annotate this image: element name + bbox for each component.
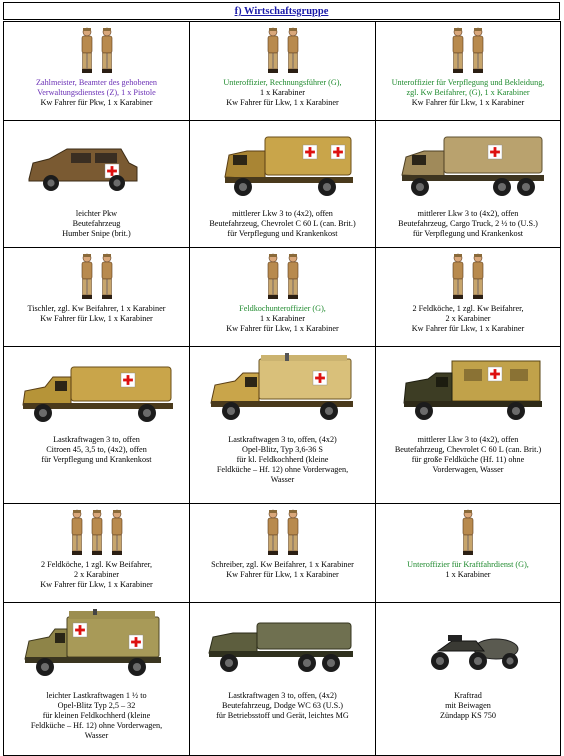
cell-caption	[380, 560, 556, 580]
caption-line: leichter Pkw	[75, 209, 118, 218]
caption-line: Beutefahrzeug	[72, 219, 121, 228]
caption-line: Tischler, zgl. Kw Beifahrer, 1 x Karabiner	[27, 304, 166, 313]
cell-caption	[8, 78, 185, 108]
table-row	[4, 248, 561, 347]
table-row	[4, 603, 561, 756]
caption-line: 1 x Karabiner	[259, 314, 305, 323]
vehicle-figure	[376, 127, 560, 199]
cell-caption	[380, 304, 556, 334]
cell-caption	[380, 78, 556, 108]
table-cell	[376, 248, 561, 347]
caption-line: 1 x Karabiner	[445, 570, 491, 579]
soldier-icon	[92, 510, 102, 555]
caption-line: für Verpflegung und Krankenkost	[412, 229, 524, 238]
cell-caption	[194, 691, 371, 721]
caption-line: für Verpflegung und Krankenkost	[41, 455, 152, 464]
personnel-figures	[190, 508, 375, 558]
cell-caption	[194, 435, 371, 485]
soldier-icon	[288, 254, 298, 299]
caption-line: Kw Fahrer für Lkw, 1 x Karabiner	[411, 324, 525, 333]
table-cell	[190, 504, 376, 603]
caption-line: für Betriebsstoff und Gerät, leichtes MG	[216, 711, 349, 720]
table-cell	[190, 121, 376, 248]
wheel-icon	[431, 652, 449, 670]
wheel-icon	[138, 404, 156, 422]
caption-line: Schreiber, zgl. Kw Beifahrer, 1 x Karabiner	[211, 560, 354, 569]
caption-line: mittlerer Lkw 3 to (4x2), offen	[417, 209, 519, 218]
wheel-icon	[318, 178, 336, 196]
soldier-icon	[112, 510, 122, 555]
cell-caption	[380, 435, 556, 475]
caption-line: Citroen 45, 3,5 to, (4x2), offen	[46, 445, 147, 454]
dodge-vehicle-illustration	[195, 609, 371, 681]
truck-canvas-vehicle-illustration	[195, 127, 371, 199]
personnel-figures	[376, 508, 560, 558]
personnel-figures	[190, 26, 375, 76]
soldier-icon	[82, 254, 92, 299]
caption-line: Beutefahrzeug, Chevrolet C 60 L (can. Brit.)	[209, 219, 356, 228]
caption-line: für kleinen Feldkochherd (kleine	[42, 711, 151, 720]
wheel-icon	[507, 402, 525, 420]
caption-line: für kl. Feldkochherd (kleine	[236, 455, 329, 464]
caption-line: Humber Snipe (brit.)	[62, 229, 131, 238]
red-cross-icon	[331, 145, 345, 159]
table-row	[4, 121, 561, 248]
soldier-icon	[453, 254, 463, 299]
soldier-icon	[473, 254, 483, 299]
personnel-figures	[4, 508, 189, 558]
truck-canvas-3axle-vehicle-illustration	[380, 127, 556, 199]
truck-canvas-long-vehicle-illustration	[9, 353, 185, 425]
caption-line: Kw Fahrer für Lkw, 1 x Karabiner	[40, 314, 153, 323]
soldier-figures	[264, 508, 302, 558]
wheel-icon	[220, 654, 238, 672]
table-cell	[376, 603, 561, 756]
caption-line: Unteroffizier für Verpflegung und Bekleidung,	[391, 78, 545, 87]
wheel-icon	[128, 658, 146, 676]
soldier-figures	[264, 26, 302, 76]
wheel-icon	[411, 178, 429, 196]
red-cross-icon	[488, 367, 502, 381]
wheel-icon	[469, 652, 487, 670]
table-row	[4, 504, 561, 603]
caption-line: Opel-Blitz Typ 2,5 – 32	[57, 701, 136, 710]
caption-line: Feldküche – Hf. 12) ohne Vorderwagen,	[30, 721, 163, 730]
table-cell	[376, 347, 561, 504]
cell-caption	[194, 304, 371, 334]
table-cell	[4, 22, 190, 121]
caption-line: Feldküche – Hf. 12) ohne Vorderwagen,	[216, 465, 349, 474]
caption-line: Beutefahrzeug, Cargo Truck, 2 ½ to (U.S.)	[398, 219, 538, 228]
caption-line: 2 Feldköche, 1 zgl. Kw Beifahrer,	[412, 304, 524, 313]
caption-line: Kw Fahrer für Lkw, 1 x Karabiner	[226, 570, 339, 579]
cell-caption	[8, 209, 185, 239]
wheel-icon	[493, 178, 511, 196]
vehicle-figure	[4, 127, 189, 199]
caption-line: Wasser	[270, 475, 295, 484]
table-row	[4, 22, 561, 121]
caption-line: Zündapp KS 750	[440, 711, 496, 720]
cell-caption	[194, 209, 371, 239]
wheel-icon	[502, 653, 518, 669]
caption-line: 2 Feldköche, 1 zgl. Kw Beifahrer,	[40, 560, 153, 569]
caption-line: 1 x Karabiner	[259, 88, 305, 97]
wheel-icon	[234, 178, 252, 196]
caption-line: leichter Lastkraftwagen 1 ½ to	[46, 691, 147, 700]
caption-line: Unteroffizier, Rechnungsführer (G),	[223, 78, 342, 87]
soldier-icon	[102, 254, 112, 299]
cell-caption	[8, 435, 185, 465]
red-cross-icon	[303, 145, 317, 159]
table-cell	[190, 248, 376, 347]
caption-line: Opel-Blitz, Typ 3,6-36 S	[242, 445, 323, 454]
cell-caption	[194, 560, 371, 580]
red-cross-icon	[313, 371, 327, 385]
soldier-icon	[82, 28, 92, 73]
table-cell	[4, 504, 190, 603]
wheel-icon	[320, 402, 338, 420]
red-cross-icon	[129, 635, 143, 649]
caption-line: Wasser	[84, 731, 109, 740]
caption-line: mit Beiwagen	[445, 701, 491, 710]
vehicle-figure	[4, 353, 189, 425]
cell-caption	[380, 691, 556, 721]
truck-box-vehicle-illustration	[380, 353, 556, 425]
caption-line: Kw Fahrer für Lkw, 1 x Karabiner	[40, 580, 153, 589]
soldier-figures	[459, 508, 477, 558]
vehicle-figure	[190, 609, 375, 681]
wheel-icon	[322, 654, 340, 672]
vehicle-figure	[376, 353, 560, 425]
motorcycle-vehicle-illustration	[380, 609, 556, 681]
caption-line: für große Feldküche (Hf. 11) ohne	[411, 455, 525, 464]
soldier-icon	[473, 28, 483, 73]
personnel-figures	[4, 252, 189, 302]
caption-line: Unteroffizier für Kraftfahrdienst (G),	[407, 560, 529, 569]
personnel-figures	[376, 26, 560, 76]
table-cell	[190, 22, 376, 121]
table-cell	[376, 22, 561, 121]
soldier-figures	[449, 252, 487, 302]
caption-line: Kw Fahrer für Lkw, 1 x Karabiner	[411, 98, 525, 107]
table-cell	[4, 121, 190, 248]
soldier-figures	[78, 252, 116, 302]
table-cell	[4, 603, 190, 756]
caption-line: Kw Fahrer für Pkw, 1 x Karabiner	[40, 98, 153, 107]
caption-line: Vorderwagen, Wasser	[432, 465, 504, 474]
caption-line: mittlerer Lkw 3 to (4x2), offen	[232, 209, 333, 218]
caption-line: Kraftrad	[454, 691, 482, 700]
red-cross-icon	[488, 145, 502, 159]
caption-line: 2 x Karabiner	[445, 314, 491, 323]
cell-caption	[380, 209, 556, 239]
soldier-figures	[68, 508, 126, 558]
table-cell	[4, 248, 190, 347]
table-cell	[4, 347, 190, 504]
caption-line: Beutefahrzeug, Dodge WC 63 (U.S.)	[221, 701, 344, 710]
soldier-icon	[268, 510, 278, 555]
table-cell	[376, 121, 561, 248]
vehicle-figure	[376, 609, 560, 681]
caption-line: mittlerer Lkw 3 to (4x2), offen	[417, 435, 519, 444]
cell-caption	[8, 304, 185, 324]
caption-line: Lastkraftwagen 3 to, offen, (4x2)	[228, 435, 337, 444]
vehicle-figure	[4, 609, 189, 681]
wheel-icon	[415, 402, 433, 420]
red-cross-icon	[121, 373, 135, 387]
wheel-icon	[34, 404, 52, 422]
cell-caption	[194, 78, 371, 108]
table-cell	[190, 347, 376, 504]
wheel-icon	[517, 178, 535, 196]
caption-line: Beutefahrzeug, Chevrolet C 60 L (can. Brit.)	[394, 445, 542, 454]
soldier-icon	[288, 510, 298, 555]
vehicle-figure	[190, 127, 375, 199]
wheel-icon	[222, 402, 240, 420]
caption-line: Lastkraftwagen 3 to, offen	[53, 435, 140, 444]
cell-caption	[8, 560, 185, 590]
caption-line: Zahlmeister, Beamter des gehobenen	[35, 78, 158, 87]
soldier-figures	[264, 252, 302, 302]
caption-line: Verwaltungsdienstes (Z), 1 x Pistole	[37, 88, 156, 97]
red-cross-icon	[73, 623, 87, 637]
wheel-icon	[36, 658, 54, 676]
caption-line: 2 x Karabiner	[73, 570, 119, 579]
caption-line: Feldkochunteroffizier (G),	[239, 304, 326, 313]
caption-line: Lastkraftwagen 3 to, offen, (4x2)	[228, 691, 337, 700]
wheel-icon	[109, 175, 125, 191]
section-title: f) Wirtschaftsgruppe	[3, 2, 560, 20]
personnel-figures	[4, 26, 189, 76]
pkw-vehicle-illustration	[9, 127, 185, 199]
soldier-figures	[449, 26, 487, 76]
table-row	[4, 347, 561, 504]
soldier-icon	[268, 254, 278, 299]
caption-line: für Verpflegung und Krankenkost	[227, 229, 338, 238]
personnel-figures	[376, 252, 560, 302]
table-cell	[376, 504, 561, 603]
personnel-figures	[190, 252, 375, 302]
caption-line: Kw Fahrer für Lkw, 1 x Karabiner	[226, 98, 339, 107]
table-cell	[190, 603, 376, 756]
soldier-icon	[288, 28, 298, 73]
soldier-icon	[102, 28, 112, 73]
unit-table	[3, 21, 561, 756]
soldier-figures	[78, 26, 116, 76]
soldier-icon	[453, 28, 463, 73]
vehicle-figure	[190, 353, 375, 425]
soldier-icon	[72, 510, 82, 555]
soldier-icon	[463, 510, 473, 555]
wheel-icon	[298, 654, 316, 672]
soldier-icon	[268, 28, 278, 73]
cell-caption	[8, 691, 185, 741]
caption-line: zgl. Kw Beifahrer, (G), 1 x Karabiner	[406, 88, 530, 97]
truck-small-kitchen-vehicle-illustration	[9, 609, 185, 681]
truck-kitchen-vehicle-illustration	[195, 353, 371, 425]
wheel-icon	[43, 175, 59, 191]
caption-line: Kw Fahrer für Lkw, 1 x Karabiner	[226, 324, 339, 333]
